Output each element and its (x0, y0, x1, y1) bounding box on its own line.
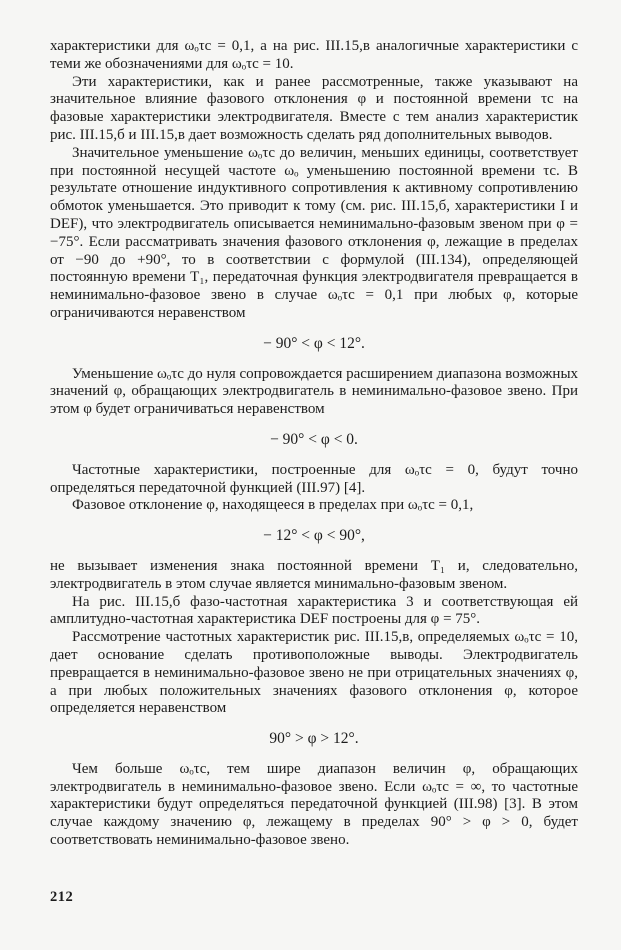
paragraph-1: характеристики для ωₒτc = 0,1, а на рис. III.15,в аналогичные характеристики с теми же обозначениями для ωₒτc = 10. (50, 38, 578, 72)
paragraph-2: Эти характеристики, как и ранее рассмотренные, также указывают на значительное влияние фазового отклонения φ и постоянной времени τc на фазовые характеристики электродвигателя. Вместе с тем анализ характеристик рис. III.15,б и III.15,в дает возможность сделать ряд дополнительных выводов. (50, 73, 578, 143)
paragraph-10: Чем больше ωₒτc, тем шире диапазон величин φ, обращающих электродвигатель в неминимально-фазовое звено. Если ωₒτc = ∞, то частотные характеристики будут определяться передаточной функцией (III.98) [3]. В этом случае каждому значению φ, лежащему в пределах 90° > φ > 0, будет соответствовать неминимально-фазовое звено. (50, 760, 578, 849)
paragraph-7: не вызывает изменения знака постоянной времени T₁ и, следовательно, электродвигатель в этом случае является минимально-фазовым звеном. (50, 557, 578, 592)
paragraph-4: Уменьшение ωₒτc до нуля сопровождается расширением диапазона возможных значений φ, обращающих электродвигатель в неминимально-фазовое звено. При этом φ будет ограничиваться неравенством (50, 365, 579, 418)
paragraph-8: На рис. III.15,б фазо-частотная характеристика 3 и соответствующая ей амплитудно-частотная характеристика DEF построены для φ = 75°. (50, 593, 578, 628)
formula-2: − 90° < φ < 0. (270, 430, 358, 448)
formula-1: − 90° < φ < 12°. (263, 334, 365, 352)
formula-4: 90° > φ > 12°. (269, 730, 359, 748)
paragraph-6: Фазовое отклонение φ, находящееся в пределах при ωₒτc = 0,1, (72, 497, 474, 514)
paragraph-5: Частотные характеристики, построенные для ωₒτc = 0, будут точно определяться передаточной функцией (III.97) [4]. (50, 461, 578, 496)
paragraph-9: Рассмотрение частотных характеристик рис. III.15,в, определяемых ωₒτc = 10, дает основание сделать противоположные выводы. Электродвигатель превращается в неминимально-фазовое звено не при отрицательных значениях φ, а при любых положительных значениях фазового отклонения φ, которое определяется неравенством (50, 629, 578, 717)
paragraph-3: Значительное уменьшение ωₒτc до величин, меньших единицы, соответствует при постоянной несущей частоте ωₒ уменьшению постоянной времени τc. В результате отношение индуктивного сопротивления к активному сопротивлению обмоток уменьшается. Это приводит к тому (см. рис. III.15,б, характеристики I и DEF), что электродвигатель описывается неминимально-фазовым звеном при φ = −75°. Если рассматривать значения фазового отклонения φ, лежащие в пределах от −90 до +90°, то в соответствии с формулой (III.134), определяющей постоянную времени T₁, передаточная функция электродвигателя превращается в неминимально-фазовое звено в случае ωₒτc = 0,1 при любых φ, которые ограничиваются неравенством (50, 144, 578, 321)
page-body (50, 38, 578, 850)
formula-3: − 12° < φ < 90°, (263, 527, 365, 545)
page-number: 212 (50, 889, 74, 905)
